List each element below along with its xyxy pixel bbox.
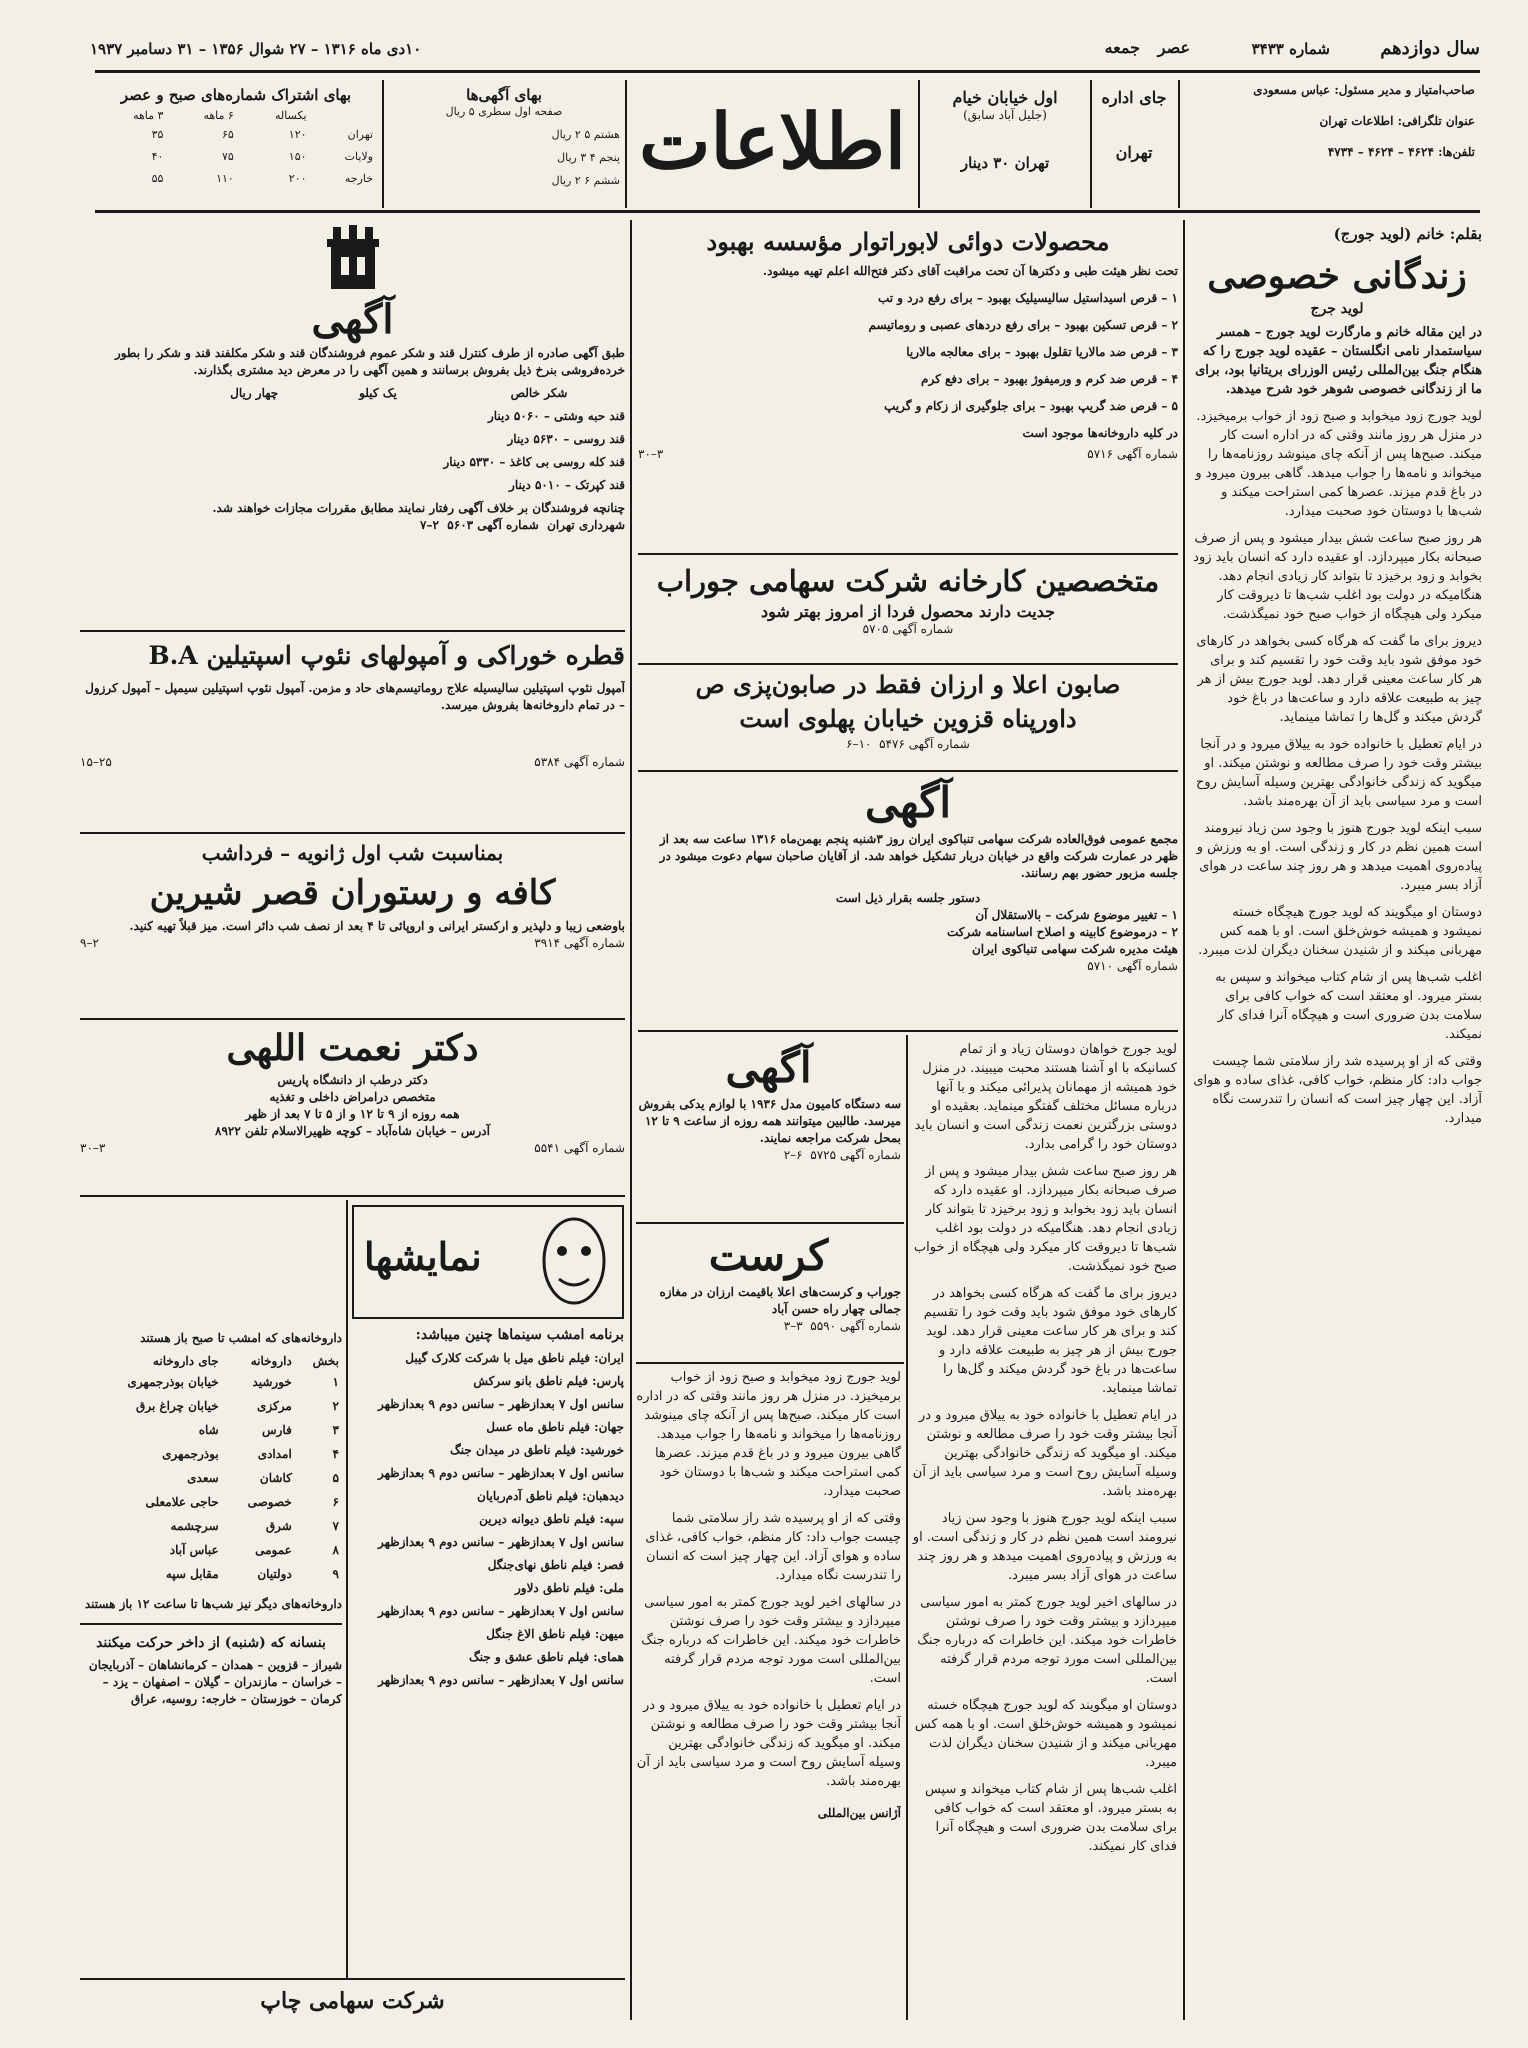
ad-sign: هیئت مدیره شرکت سهامی تنباکوی ایران	[971, 942, 1178, 956]
address: اول خیابان خیام	[952, 88, 1058, 107]
ad-code: ۳–۳	[783, 1319, 803, 1333]
article-title: زندگانی خصوصی	[1207, 255, 1467, 297]
ad-behbood	[638, 225, 1178, 545]
ad-line: جدیت دارند محصول فردا از امروز بهتر شود	[760, 602, 1056, 621]
ads-row: هشتم ۵ ۲ ریال	[551, 128, 620, 141]
cinema-item: سانس اول ۷ بعدازظهر – سانس دوم ۹ بعدازظهر	[378, 1397, 624, 1411]
ad-number: شماره آگهی ۵۵۴۱	[534, 1141, 625, 1155]
subs-box	[96, 86, 376, 201]
pharmacy-section	[80, 1330, 342, 1980]
cinema-item: سپه: فیلم ناطق دیوانه دیرین	[479, 1512, 624, 1526]
table-row	[80, 1370, 342, 1394]
cinema-header	[352, 1205, 624, 1319]
cell: سرچشمه	[170, 1518, 219, 1533]
table-row	[80, 1394, 342, 1418]
cinema-item: فصر: فیلم ناطق نهای‌جنگل	[487, 1558, 624, 1572]
ad-corset	[636, 1228, 901, 1368]
cell: مرکزی	[257, 1398, 292, 1413]
cell: ولایات	[344, 149, 373, 163]
subs-col: ۳ ماهه	[133, 109, 164, 122]
ad-item: ۳ – قرص ضد مالاریا تقلول بهبود – برای معالجه مالاریا	[906, 345, 1178, 359]
subs-table	[96, 108, 376, 189]
article-lloyd-george	[1192, 225, 1482, 2020]
cell: شاه	[198, 1422, 219, 1437]
rule	[80, 1978, 625, 1980]
cell: کاشان	[259, 1470, 292, 1485]
crown-icon	[80, 225, 625, 295]
rule	[80, 1623, 342, 1625]
ad-number: شماره آگهی ۵۷۲۵	[810, 1148, 901, 1162]
cell: خورشید	[252, 1374, 292, 1389]
cell: امدادی	[257, 1446, 292, 1461]
ad-number: شماره آگهی ۳۹۱۴	[534, 936, 625, 950]
ad-number-row	[80, 517, 625, 534]
office-city: تهران	[1115, 143, 1153, 162]
ad-body: آمپول نئوپ اسپتیلین سالیسیله علاج روماتیسم‌های حاد و مزمن. آمپول نئوپ اسپتیلین سیمپل – آمپول کرزول – در تمام داروخانه‌ها بفروش میرسد.	[85, 681, 625, 712]
article-paragraph: در سالهای اخیر لوید جورج کمتر به امور سیاسی میپردازد و بیشتر وقت خود را صرف نوشتن خاطرات خود میکند. این خاطرات که درباره جنگ بین‌المللی است مورد توجه مردم قرار گرفته است.	[917, 1595, 1177, 1686]
divider	[382, 80, 384, 208]
ad-foot: در کلیه داروخانه‌ها موجود است	[1022, 426, 1178, 440]
ad-title: آگهی	[311, 296, 394, 343]
article-paragraph: وقتی که از او پرسیده شد راز سلامتی شما چیست جواب داد: کار منظم، خواب کافی، غذای ساده و هوای آزاد. این چهار چیز است که انسان را تندرست نگاه میدارد.	[645, 1511, 901, 1583]
ad-code: ۲۵–۱۵	[80, 755, 112, 769]
table-row	[80, 1442, 342, 1466]
table-row	[80, 1466, 342, 1490]
fuel-title: بنسانه که (شنبه) از داخر حرکت میکنند	[96, 1635, 326, 1651]
price-row: قند حبه وشتی – ۵۰۶۰ دینار	[487, 409, 625, 423]
ad-code: ۶–۲	[783, 1148, 803, 1162]
cinema-item: ایران: فیلم ناطق میل با شرکت کلارک گیبل	[405, 1351, 624, 1365]
cell: خیابان بوذرجمهری	[127, 1374, 219, 1389]
ad-item: ۱ – قرص اسیداستیل سالیسیلیک بهبود – برای رفع درد و تب	[878, 291, 1178, 305]
cell: خصوصی	[247, 1494, 292, 1509]
printer-name: شرکت سهامی چاپ	[260, 1988, 445, 2014]
cinema-item: سانس اول ۷ بعدازظهر – سانس دوم ۹ بعدازظهر	[378, 1535, 624, 1549]
table-row	[80, 1514, 342, 1538]
ad-code: ۱۰–۶	[846, 737, 872, 751]
article-paragraph: اغلب شب‌ها پس از شام کتاب میخواند و سپس به بستر میرود. او معتقد است که خواب کافی برای سلامت بدن ضروری است و هیچگاه آنرا فدای کار نمیکند.	[924, 1782, 1177, 1854]
ad-body: باوضعی زیبا و دلپذیر و ارکستر ایرانی و اروپائی تا ۴ بعد از نصف شب دائر است. میز قبلاً تهیه کنید.	[129, 919, 625, 933]
article-paragraph: اغلب شب‌ها پس از شام کتاب میخواند و سپس به بستر میرود. او معتقد است که خواب کافی برای سلامت بدن ضروری است و هیچگاه آنرا فدای کار نمیکند.	[1215, 970, 1482, 1042]
ad-title: کافه و رستوران قصر شیرین	[149, 873, 556, 913]
fuel-list: شیراز – قزوین – همدان – کرمانشاهان – آذربایجان – خراسان – مازندران – گیلان – اصفهان – یزد – کرمان – خوزستان – خارجه: روسیه، عراق	[88, 1658, 342, 1706]
column-divider	[630, 220, 632, 2020]
office-label: جای اداره	[1101, 88, 1167, 107]
subs-col: یکساله	[274, 109, 307, 122]
ad-item: ۵ – قرص ضد گریپ بهبود – برای جلوگیری از زکام و گریپ	[883, 399, 1178, 413]
article-paragraph: در سالهای اخیر لوید جورج کمتر به امور سیاسی میپردازد و بیشتر وقت خود را صرف نوشتن خاطرات خود میکند. این خاطرات که درباره جنگ بین‌المللی است مورد توجه مردم قرار گرفته است.	[641, 1595, 901, 1686]
day-label: جمعه	[1104, 38, 1140, 57]
ad-line: بمناسبت شب اول ژانویه – فرداشب	[201, 841, 504, 865]
ad-sign: شهرداری تهران	[547, 518, 625, 532]
mask-icon	[534, 1211, 614, 1311]
ad-number: شماره آگهی ۵۳۸۴	[534, 755, 625, 769]
ad-line: داورپناه قزوین خیابان پهلوی است	[739, 704, 1077, 733]
logo-text: اطلاعات	[638, 97, 906, 186]
table-row	[80, 1490, 342, 1514]
ad-tobacco-company	[638, 775, 1178, 1025]
ad-doctor	[80, 1024, 625, 1194]
rule	[80, 1018, 625, 1020]
article-continuation	[912, 1040, 1177, 2015]
rule	[95, 210, 1480, 213]
pharmacy-table	[80, 1353, 342, 1586]
column-divider	[346, 1200, 348, 1980]
cinema-section	[352, 1205, 624, 1975]
table-row	[80, 1418, 342, 1442]
rule	[95, 70, 1480, 73]
pharmacy-intro: داروخانه‌های که امشب تا صبح باز هستند	[140, 1331, 342, 1345]
cell: ۵	[332, 1470, 339, 1485]
ad-number-row	[636, 1147, 901, 1164]
top-bar	[90, 38, 1480, 68]
article-paragraph: در ایام تعطیل با خانواده خود به ییلاق میرود و در آنجا بیشتر وقت خود را صرف مطالعه و نوشتن میکند. او میگوید که زندگی خانوادگی بهترین وسیله آسایش روح است و مرد سیاسی باید از آن بهره‌مند باشد.	[1196, 737, 1482, 809]
ads-price-title: بهای آگهی‌ها	[466, 86, 542, 104]
article-paragraph: دیروز برای ما گفت که هرگاه کسی بخواهد در کارهای خود موفق شود باید وقت خود را تقسیم کند و برای هر کار ساعت معینی قرار دهد. لوید جورج بیش از هر چیز به طبیعت علاقه دارد و ساعت‌ها در باغ خود گردش میکند و گل‌ها را تماشا مینماید.	[923, 1286, 1177, 1396]
cinema-item: خورشید: فیلم ناطق در میدان جنگ	[450, 1443, 624, 1457]
cinema-item: سانس اول ۷ بعدازظهر – سانس دوم ۹ بعدازظهر	[378, 1673, 624, 1687]
ad-sugar	[80, 225, 625, 625]
article-paragraph: هر روز صبح ساعت شش بیدار میشود و پس از صرف صبحانه بکار میپردازد. او عقیده دارد که انسان باید زود بخوابد و زود برخیزد تا بتواند کار زیادی انجام دهد. هنگامیکه در دولت بود اغلب شب‌ها تا دیروقت کار میکرد ولی هیچگاه از خواب صبح خود نمیگذشت.	[1193, 531, 1482, 622]
table-row	[96, 145, 376, 167]
telegraph: عنوان تلگرافی: اطلاعات تهران	[1319, 114, 1475, 128]
cell: ۷۵	[222, 149, 234, 163]
ad-number-row	[636, 1318, 901, 1335]
ad-subtitle: دستور جلسه بقرار ذیل است	[835, 891, 981, 905]
ad-soap	[638, 668, 1178, 768]
cell: ۳۵	[151, 127, 164, 141]
cell: خارجه	[344, 171, 373, 185]
cell: ۹	[332, 1566, 339, 1581]
ad-number-row	[638, 446, 1178, 463]
cell: تهران	[347, 127, 373, 141]
table-row	[96, 123, 376, 145]
price-table	[135, 385, 571, 402]
article-paragraph: سبب اینکه لوید جورج هنوز با وجود سن زیاد نیرومند است همین نظم در کار و زندگی است. او به ورزش و پیاده‌روی اهمیت میدهد و هر روز چند ساعت در هوای آزاد بسر میبرد.	[912, 1511, 1177, 1583]
article-paragraph: هر روز صبح ساعت شش بیدار میشود و پس از صرف صبحانه بکار میپردازد. او عقیده دارد که انسان باید زود بخوابد و زود برخیزد تا بتواند کار زیادی انجام دهد. هنگامیکه در دولت بود اغلب شب‌ها تا دیروقت کار میکرد ولی هیچگاه از خواب صبح خود نمیگذشت.	[913, 1164, 1177, 1274]
cinema-item: دیدهبان: فیلم ناطق آدم‌ربایان	[477, 1489, 624, 1503]
divider	[918, 80, 920, 208]
cinema-intro: برنامه امشب سینماها چنین میباشد:	[415, 1327, 624, 1343]
article-paragraph: لوید جورج خواهان دوستان زیاد و از تمام کسانیکه با او آشنا هستند محبت میبیند. در منزل خود همیشه از مهمانان پذیرائی میکند و با آنها درباره مسائل مختلف گفتگو مینماید. بعقیده او دوستی بزرگترین نعمت زندگی است و انسان باید دوستان خود را گرامی بدارد.	[914, 1042, 1177, 1152]
ad-body: سه دستگاه کامیون مدل ۱۹۳۶ با لوازم یدکی بفروش میرسد. طالبین میتوانند همه روزه از ساعت ۹ تا ۱۲ بمحل شرکت مراجعه نمایند.	[638, 1097, 901, 1145]
article-paragraph: لوید جورج زود میخوابد و صبح زود از خواب برمیخیزد. در منزل هر روز مانند وقتی که در اداره است کار میکند. صبح‌ها پس از آنکه چای مینوشد روزنامه‌ها را میخواند و نامه‌ها را جواب میدهد. گاهی بیرون میرود و در باغ قدم میزند. عصرها کمی استراحت میکند و شب‌ها با دوستان خود صحبت میدارد.	[636, 1370, 901, 1499]
cell: شکر خالص	[510, 386, 568, 400]
price-row: قند روسی – ۵۶۳۰ دینار	[507, 432, 625, 446]
logo	[630, 90, 915, 200]
cell: ۶۵	[222, 127, 234, 141]
ad-code: ۳–۳۰	[80, 1141, 106, 1155]
price-row: قند کله روسی بی کاغذ – ۵۳۳۰ دینار	[443, 455, 625, 469]
ad-body: طبق آگهی صادره از طرف کنترل قند و شکر عموم فروشندگان قند و شکر مکلفند قند و شکر را بطور خرده‌فروشی بنرخ ذیل بفروش برسانند و همین آگهی را در معرض دید مشتری بگذارند.	[114, 346, 625, 377]
cell: عباس آباد	[169, 1542, 219, 1557]
byline: بقلم: خانم (لوید جورج)	[1333, 225, 1482, 243]
cell: ۱۱۰	[216, 171, 234, 185]
cell: یک کیلو	[359, 386, 397, 400]
ad-code: ۲–۹	[80, 936, 99, 950]
cinema-item: پارس: فیلم ناطق بانو سرکش	[473, 1374, 624, 1388]
cell: داروخانه	[250, 1354, 292, 1368]
cinema-item: سانس اول ۷ بعدازظهر – سانس دوم ۹ بعدازظهر	[378, 1604, 624, 1618]
ad-body: جوراب و کرست‌های اعلا باقیمت ارزان در مغازه جمالی چهار راه حسن آباد	[659, 1285, 901, 1316]
ad-number: شماره آگهی ۵۷۱۶	[1087, 447, 1178, 461]
ad-address: آدرس – خیابان شاه‌آباد – کوچه ظهیرالاسلام تلفن ۸۹۲۲	[215, 1124, 490, 1138]
cell: فارس	[261, 1422, 292, 1437]
price-row: قند کپرتک – ۵۰۱۰ دینار	[509, 478, 625, 492]
cell: ۵۵	[151, 171, 164, 185]
ad-ampoules	[80, 638, 625, 828]
cell: بوذرجمهری	[162, 1446, 219, 1461]
rule	[638, 663, 1178, 665]
ad-line: دکتر درطب از دانشگاه پاریس	[277, 1073, 428, 1087]
phones: تلفن‌ها: ۴۶۲۴ – ۴۶۲۴ – ۴۷۳۴	[1327, 145, 1475, 159]
ad-restaurant	[80, 838, 625, 1018]
ad-number: شماره آگهی ۵۷۰۵	[862, 622, 954, 636]
ads-row: ششم ۶ ۲ ریال	[551, 174, 620, 187]
cinema-item: میهن: فیلم ناطق الاغ جنگل	[486, 1627, 624, 1641]
cinema-title: نمایشها	[364, 1234, 482, 1279]
ad-jorab	[638, 560, 1178, 660]
table-row	[96, 108, 376, 123]
ad-item: ۱ – تغییر موضوع شرکت – بالاستقلال آن	[975, 908, 1178, 922]
cell: عمومی	[255, 1542, 292, 1557]
cell: خیابان چراغ برق	[136, 1398, 219, 1413]
ad-item: ۴ – قرص ضد کرم و ورمیفوژ بهبود – برای دفع کرم	[921, 372, 1178, 386]
ad-number: شماره آگهی ۵۵۹۰	[810, 1319, 901, 1333]
table-row	[80, 1562, 342, 1586]
owner-info	[1190, 82, 1475, 202]
article-subtitle: لوید جرج	[1310, 301, 1364, 317]
ad-line: صابون اعلا و ارزان فقط در صابون‌پزی ص	[695, 670, 1121, 699]
agency: آژانس بین‌المللی	[817, 1806, 901, 1820]
ad-title: آگهی	[864, 778, 952, 827]
table-row	[135, 385, 571, 402]
divider	[625, 80, 627, 208]
table-row	[80, 1538, 342, 1562]
office-box	[1095, 88, 1173, 198]
divider	[1178, 80, 1180, 208]
rule	[638, 553, 1178, 555]
subs-title: بهای اشتراک شماره‌های صبح و عصر	[120, 86, 352, 104]
date-label: ۱۰دی ماه ۱۳۱۶ – ۲۷ شوال ۱۳۵۶ – ۳۱ دسامبر ۱۹۳۷	[90, 40, 422, 58]
cell: ۱۲۰	[288, 127, 307, 141]
ad-title: متخصصین کارخانه شرکت سهامی جوراب	[656, 564, 1160, 598]
cell: بخش	[312, 1354, 339, 1368]
article-paragraph: دیروز برای ما گفت که هرگاه کسی بخواهد در کارهای خود موفق شود باید وقت خود را تقسیم کند و برای هر کار ساعت معینی قرار دهد. لوید جورج بیش از هر چیز به طبیعت علاقه دارد و ساعت‌ها در باغ خود گردش میکند و گل‌ها را تماشا مینماید.	[1196, 634, 1482, 725]
ads-price-box	[388, 86, 620, 201]
owner: صاحب‌امتیاز و مدیر مسئول: عباس مسعودی	[1253, 83, 1475, 97]
ad-intro: تحت نظر هیئت طبی و دکترها آن تحت مراقبت آقای دکتر فتح‌الله اعلم تهیه میشود.	[762, 264, 1178, 278]
article-paragraph: لوید جورج زود میخوابد و صبح زود از خواب برمیخیزد. در منزل هر روز مانند وقتی که در اداره است کار میکند. صبح‌ها پس از آنکه چای مینوشد روزنامه‌ها را میخواند و نامه‌ها را جواب میدهد. گاهی بیرون میرود و در باغ قدم میزند. عصرها کمی استراحت میکند و شب‌ها با دوستان خود صحبت میدارد.	[1195, 409, 1482, 519]
article-paragraph: وقتی که از او پرسیده شد راز سلامتی شما چیست جواب داد: کار منظم، خواب کافی، غذای ساده و هوای آزاد. این چهار چیز است که انسان را تندرست نگاه میدارد.	[1193, 1054, 1482, 1126]
rule	[638, 770, 1178, 772]
edition-label: عصر	[1157, 38, 1190, 57]
pharmacy-note: داروخانه‌های دیگر نیز شب‌ها تا ساعت ۱۲ باز هستند	[84, 1597, 342, 1611]
cinema-item: همای: فیلم ناطق عشق و جنگ	[469, 1650, 624, 1664]
cell: ۴	[332, 1446, 339, 1461]
ad-code: ۳–۳۰	[638, 447, 664, 461]
rule	[638, 1030, 1178, 1032]
rule	[80, 832, 625, 834]
cell: ۶	[332, 1494, 339, 1509]
ad-number: شماره آگهی ۵۴۷۶	[879, 737, 970, 751]
cell: ۸	[332, 1542, 339, 1557]
rule	[80, 630, 625, 632]
cell: ۳	[332, 1422, 339, 1437]
article-paragraph: در این مقاله خانم و مارگارت لوید جورج – همسر سیاستمدار نامی انگلستان – عقیده لوید جورج را که هنگام جنگ بین‌المللی رئیس الوزرای بریتانیا بود، برای ما از زندگانی خصوصی شوهر خود شرح میدهد.	[1195, 325, 1482, 397]
ad-number: شماره آگهی ۵۷۱۰	[1087, 959, 1178, 973]
cinema-item: سانس اول ۷ بعدازظهر – سانس دوم ۹ بعدازظهر	[378, 1466, 624, 1480]
cell: مقابل سپه	[165, 1566, 219, 1581]
article-paragraph: در ایام تعطیل با خانواده خود به ییلاق میرود و در آنجا بیشتر وقت خود را صرف مطالعه و نوشتن میکند. او میگوید که زندگی خانوادگی بهترین وسیله آسایش روح است و مرد سیاسی باید از آن بهره‌مند باشد.	[636, 1698, 901, 1789]
ad-code: ۲–۷	[420, 518, 439, 532]
article-paragraph: سبب اینکه لوید جورج هنوز با وجود سن زیاد نیرومند است همین نظم در کار و زندگی است. او به ورزش و پیاده‌روی اهمیت میدهد و هر روز چند ساعت در هوای آزاد بسر میبرد.	[1196, 821, 1482, 893]
ad-line: همه روزه از ۹ تا ۱۲ و از ۵ تا ۷ بعد از ظهر	[245, 1107, 460, 1121]
price: تهران ۳۰ دینار	[960, 154, 1050, 172]
subs-col: ۶ ماهه	[203, 109, 234, 122]
cell: چهار ریال	[230, 386, 279, 400]
ad-title: قطره خوراکی و آمپولهای نئوپ اسپتیلین B.A	[148, 641, 625, 670]
ad-foot: چنانچه فروشندگان بر خلاف آگهی رفتار نمایند مطابق مقررات مجازات خواهند شد.	[212, 501, 625, 515]
cell: ۱۵۰	[288, 149, 307, 163]
cell: سعدی	[187, 1470, 219, 1485]
ad-number: شماره آگهی ۵۶۰۳	[447, 518, 539, 532]
cell: ۲	[332, 1398, 339, 1413]
cinema-item: ملی: فیلم ناطق دلاور	[514, 1581, 624, 1595]
ad-number-row	[80, 935, 625, 952]
issue-label: شماره ۳۴۳۳	[1251, 40, 1330, 58]
ads-price-sub: صفحه اول سطری ۵ ریال	[445, 105, 563, 118]
cell: شرق	[265, 1518, 292, 1533]
cell: ۷	[332, 1518, 339, 1533]
address2: (جلیل آباد سابق)	[963, 108, 1047, 122]
cell: دولتیان	[257, 1566, 292, 1581]
article-paragraph: دوستان او میگویند که لوید جورج هیچگاه خسته نمیشود و همیشه خوش‌خلق است. او با همه کس مهربانی میکند و از شنیدن سخنان دیگران لذت میبرد.	[914, 1698, 1177, 1770]
article-paragraph: در ایام تعطیل با خانواده خود به ییلاق میرود و در آنجا بیشتر وقت خود را صرف مطالعه و نوشتن میکند. او میگوید که زندگی خانوادگی بهترین وسیله آسایش روح است و مرد سیاسی باید از آن بهره‌مند باشد.	[912, 1408, 1177, 1499]
ad-number-row	[638, 736, 1178, 753]
ad-item: ۲ – درموضوع کابینه و اصلاح اساسنامه شرکت	[946, 925, 1178, 939]
ad-item: ۲ – قرص تسکین بهبود – برای رفع دردهای عصبی و روماتیسم	[868, 318, 1178, 332]
divider	[1090, 80, 1092, 208]
cell: ۴۰	[151, 149, 164, 163]
table-row	[80, 1353, 342, 1370]
rule	[636, 1362, 904, 1364]
column-divider	[1183, 220, 1185, 2020]
rule	[80, 1195, 625, 1197]
ad-trucks	[636, 1040, 901, 1230]
cell: ۱	[332, 1374, 339, 1389]
year-label: سال دوازدهم	[1380, 38, 1480, 59]
printer-credit	[80, 1984, 625, 2024]
rule	[636, 1222, 904, 1224]
cinema-item: جهان: فیلم ناطق ماه عسل	[486, 1420, 624, 1434]
ad-title: دکتر نعمت اللهی	[226, 1027, 479, 1069]
ad-number-row	[80, 754, 625, 771]
ads-row: پنجم ۴ ۳ ریال	[557, 151, 620, 164]
ad-number-row	[80, 1140, 625, 1157]
cell: ۲۰۰	[288, 171, 307, 185]
article-paragraph: دوستان او میگویند که لوید جورج هیچگاه خسته نمیشود و همیشه خوش‌خلق است. او با همه کس مهربانی میکند و از شنیدن سخنان دیگران لذت میبرد.	[1198, 905, 1482, 958]
article-middle-left	[636, 1368, 901, 2018]
cell: حاجی علامعلی	[145, 1494, 219, 1509]
ad-line: متخصص درامراض داخلی و تغذیه	[269, 1090, 436, 1104]
column-divider	[906, 1035, 908, 2020]
ad-title: آگهی	[725, 1043, 812, 1092]
table-row	[96, 167, 376, 189]
ad-title: کرست	[708, 1231, 829, 1280]
address-box	[925, 88, 1085, 198]
ad-title: محصولات دوائی لابوراتوار مؤسسه بهبود	[706, 227, 1110, 256]
cell: جای داروخانه	[152, 1354, 219, 1368]
ad-body: مجمع عمومی فوق‌العاده شرکت سهامی تنباکوی ایران روز ۳شنبه پنجم بهمن‌ماه ۱۳۱۶ ساعت سه بعد از ظهر در عمارت شرکت واقع در خیابان دربار تشکیل خواهد شد. از آقایان صاحبان سهام دعوت میشود در جلسه مزبور حضور بهم رسانند.	[659, 832, 1178, 880]
